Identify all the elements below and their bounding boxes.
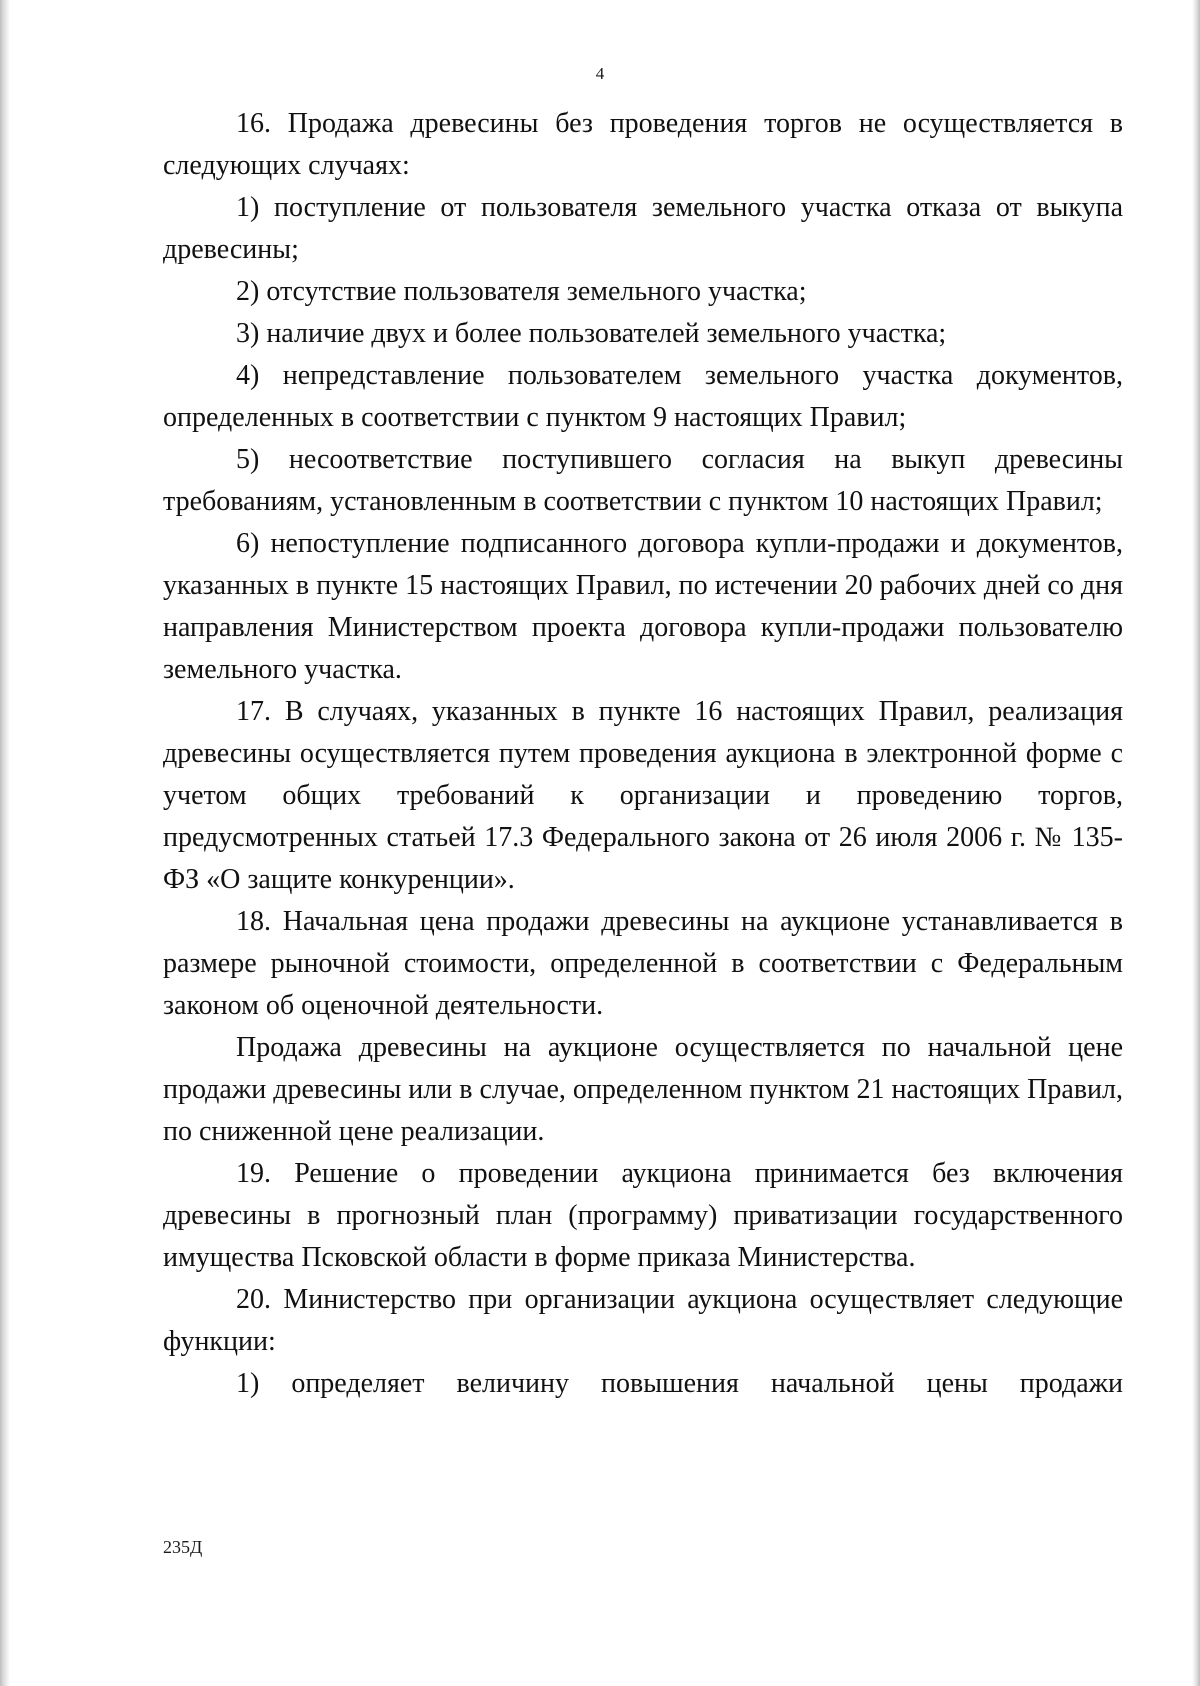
paragraph-19: 19. Решение о проведении аукциона принимается без включения древесины в прогнозный план (программу) приватизации государственного имущества Псковской области в форме приказа Министерства.	[163, 1158, 1123, 1273]
list-item-16-4: 4) непредставление пользователем земельного участка документов, определенных в соответствии с пунктом 9 настоящих Правил;	[163, 360, 1123, 433]
paragraph-20: 20. Министерство при организации аукциона осуществляет следующие функции:	[163, 1284, 1123, 1357]
paragraph-16: 16. Продажа древесины без проведения торгов не осуществляется в следующих случаях:	[163, 108, 1123, 181]
paragraph-18: 18. Начальная цена продажи древесины на аукционе устанавливается в размере рыночной стоимости, определенной в соответствии с Федеральным законом об оценочной деятельности.	[163, 906, 1123, 1021]
list-item-16-6: 6) непоступление подписанного договора купли-продажи и документов, указанных в пункте 15 настоящих Правил, по истечении 20 рабочих дней со дня направления Министерством проекта договора купли-продажи пользователю земельного участка.	[163, 528, 1123, 685]
scan-edge-left	[0, 0, 10, 1686]
list-item-16-5: 5) несоответствие поступившего согласия на выкуп древесины требованиям, установленным в соответствии с пунктом 10 настоящих Правил;	[163, 444, 1123, 517]
scan-edge-right	[1192, 0, 1200, 1686]
list-item-16-1: 1) поступление от пользователя земельного участка отказа от выкупа древесины;	[163, 192, 1123, 265]
page-number: 4	[595, 64, 605, 83]
paragraph-17: 17. В случаях, указанных в пункте 16 настоящих Правил, реализация древесины осуществляется путем проведения аукциона в электронной форме с учетом общих требований к организации и проведению торгов, предусмотренных статьей 17.3 Федерального закона от 26 июля 2006 г. № 135-ФЗ «О защите конкуренции».	[163, 696, 1123, 895]
paragraph-18-continued: Продажа древесины на аукционе осуществляется по начальной цене продажи древесины или в случае, определенном пунктом 21 настоящих Правил, по сниженной цене реализации.	[163, 1032, 1123, 1147]
list-item-16-2: 2) отсутствие пользователя земельного участка;	[236, 276, 807, 307]
document-body	[163, 103, 1123, 1405]
list-item-16-3: 3) наличие двух и более пользователей земельного участка;	[236, 318, 947, 349]
list-item-20-1: 1) определяет величину повышения начальной цены продажи	[236, 1368, 1123, 1399]
document-code: 235Д	[163, 1537, 203, 1557]
